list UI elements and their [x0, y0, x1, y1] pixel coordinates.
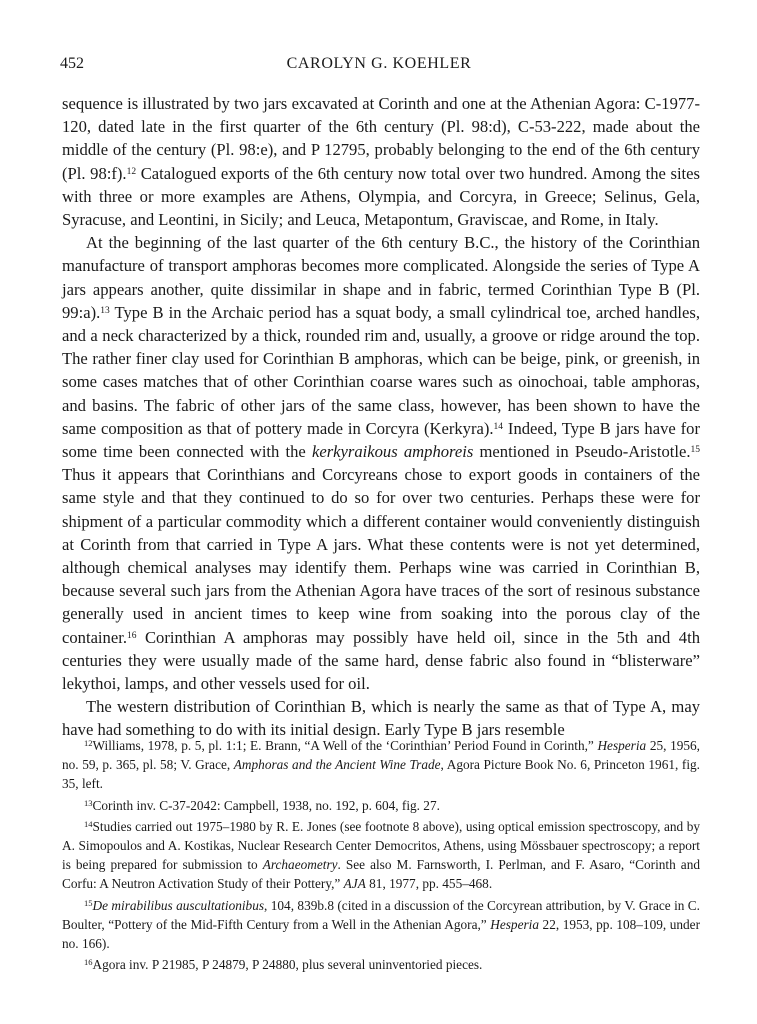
running-head-author: CAROLYN G. KOEHLER — [286, 55, 472, 72]
footnote-16-text: Agora inv. P 21985, P 24879, P 24880, plus several uninventoried pieces. — [92, 957, 483, 973]
footnote-15-text-a: , 104, 839b.8 (cited in a discussion of the Corcyrean attribution, by V. Grace in C. Boulter, “Pottery of the Mid-Fifth Century from a Well in the Athenian Agora,” — [62, 897, 700, 932]
paragraph-2-italic-term: kerkyraikous amphoreis — [311, 442, 474, 462]
paragraph-1-text-b: Catalogued exports of the 6th century now total over two hundred. Among the sites with three or more examples are Athens, Olympia, and Corcyra, in Greece; Selinus, Gela, Syracuse, and Leontini, in Sicily; and Leuca, Metapontum, Graviscae, and Rome, in Italy. — [62, 163, 700, 230]
footnote-12-journal: Hesperia — [597, 738, 647, 753]
footnote-15-work-title: De mirabilibus auscultationibus — [92, 897, 265, 913]
paragraph-2-text-b: Type B in the Archaic period has a squat body, a small cylindrical toe, arched handles, and a neck characterized by a thick, rounded rim and, usually, a groove or ridge around the top. The rather finer clay used for Corinthian B amphoras, which can be beige, pink, or greenish, in some cases matches that of other Corinthian coarse wares such as oinochoai, table amphoras, and basins. The fabric of other jars of the same class, however, has been shown to have the same composition as that of pottery made in Corcyra (Kerkyra). — [62, 302, 700, 438]
paragraph-2-text-c: Indeed, Type B jars have for some time been connected with the — [62, 418, 700, 462]
footnote-12-text-c: , Agora Picture Book No. 6, Princeton 1961, fig. 35, left. — [62, 757, 700, 792]
footnote-ref-13: 13 — [100, 305, 110, 316]
footnote-14 — [62, 817, 700, 894]
footnote-13-number: 13 — [84, 797, 93, 808]
paragraph-2 — [62, 231, 700, 695]
footnote-16-number: 16 — [84, 957, 93, 968]
footnote-12-text-a: Williams, 1978, p. 5, pl. 1:1; E. Brann, “A Well of the ‘Corinthian’ Period Found in Corinth,” — [92, 738, 598, 753]
paragraph-2-text-e: Thus it appears that Corinthians and Corcyreans chose to export goods in containers of the same style and that they continued to do so for over two centuries. Perhaps these were for shipment of a particular commodity which a different container would conveniently distinguish at Corinth from that carried in Type A jars. What these contents were is not yet determined, although chemical analyses may identify them. Perhaps wine was carried in Corinthian B, because several such jars from the Athenian Agora have traces of the sort of resinous substance generally used in ancient times to keep wine from soaking into the porous clay of the container. — [62, 465, 700, 647]
footnote-14-journal: Archaeometry — [262, 857, 338, 873]
paragraph-2-text-a: At the beginning of the last quarter of the 6th century B.C., the history of the Corinthian manufacture of transport amphoras becomes more complicated. Alongside the series of Type A jars appears another, quite dissimilar in shape and in fabric, termed Corinthian Type B (Pl. 99:a). — [62, 233, 700, 322]
footnote-14-text-c: 81, 1977, pp. 455–468. — [365, 876, 493, 892]
footnote-13-text: Corinth inv. C-37-2042: Campbell, 1938, no. 192, p. 604, fig. 27. — [92, 797, 440, 813]
footnote-15-text-b: 22, 1953, pp. 108–109, under no. 166). — [62, 916, 701, 952]
footnote-16 — [62, 955, 700, 974]
footnote-15 — [62, 896, 700, 954]
footnote-14-number: 14 — [84, 818, 93, 829]
paragraph-2-text-d: mentioned in Pseudo-Aristotle. — [473, 442, 691, 462]
paragraph-2-text-f: Corinthian A amphoras may possibly have held oil, since in the 5th and 4th centuries they were usually made of the same hard, dense fabric also found in “blisterware” lekythoi, lamps, and other vessels used for oil. — [62, 627, 700, 694]
footnote-14-text-a: Studies carried out 1975–1980 by R. E. Jones (see footnote 8 above), using optical emission spectroscopy, and by A. Simopoulos and A. Kostikas, Nuclear Research Center Democritos, Athens, using Mössbauer spectroscopy; a report is being prepared for submission to — [62, 818, 700, 873]
footnote-12-book-title: Amphoras and the Ancient Wine Trade — [233, 757, 441, 773]
footnote-12 — [62, 736, 700, 794]
footnotes — [62, 736, 700, 976]
footnote-14-journal-2: AJA — [343, 876, 366, 892]
footnote-12-text-b: 25, 1956, no. 59, p. 365, pl. 58; V. Grace, — [62, 738, 700, 773]
footnote-ref-16: 16 — [126, 630, 137, 641]
footnote-14-text-b: . See also M. Farnsworth, I. Perlman, and F. Asaro, “Corinth and Corfu: A Neutron Activation Study of their Pottery,” — [62, 857, 700, 892]
footnote-ref-14: 14 — [493, 421, 504, 432]
running-head — [60, 52, 698, 76]
paragraph-3 — [62, 695, 700, 741]
footnote-15-number: 15 — [84, 897, 93, 908]
footnote-12-number: 12 — [84, 738, 93, 748]
footnote-ref-12: 12 — [126, 166, 137, 177]
page-number: 452 — [60, 55, 84, 72]
footnote-ref-15: 15 — [690, 445, 700, 456]
footnote-15-journal: Hesperia — [490, 916, 539, 932]
paragraph-1-text-a: sequence is illustrated by two jars excavated at Corinth and one at the Athenian Agora: C-1977-120, dated late in the first quarter of the 6th century (Pl. 98:d), C-53-222, made about the middle of the century (Pl. 98:e), and P 12795, probably belonging to the end of the 6th century (Pl. 98:f). — [62, 94, 700, 183]
paragraph-1 — [62, 92, 700, 231]
footnote-13 — [62, 796, 700, 815]
paragraph-3-text-a: The western distribution of Corinthian B, which is nearly the same as that of Type A, may have had something to do with its initial design. Early Type B jars resemble — [62, 697, 700, 740]
body-text — [62, 92, 700, 742]
